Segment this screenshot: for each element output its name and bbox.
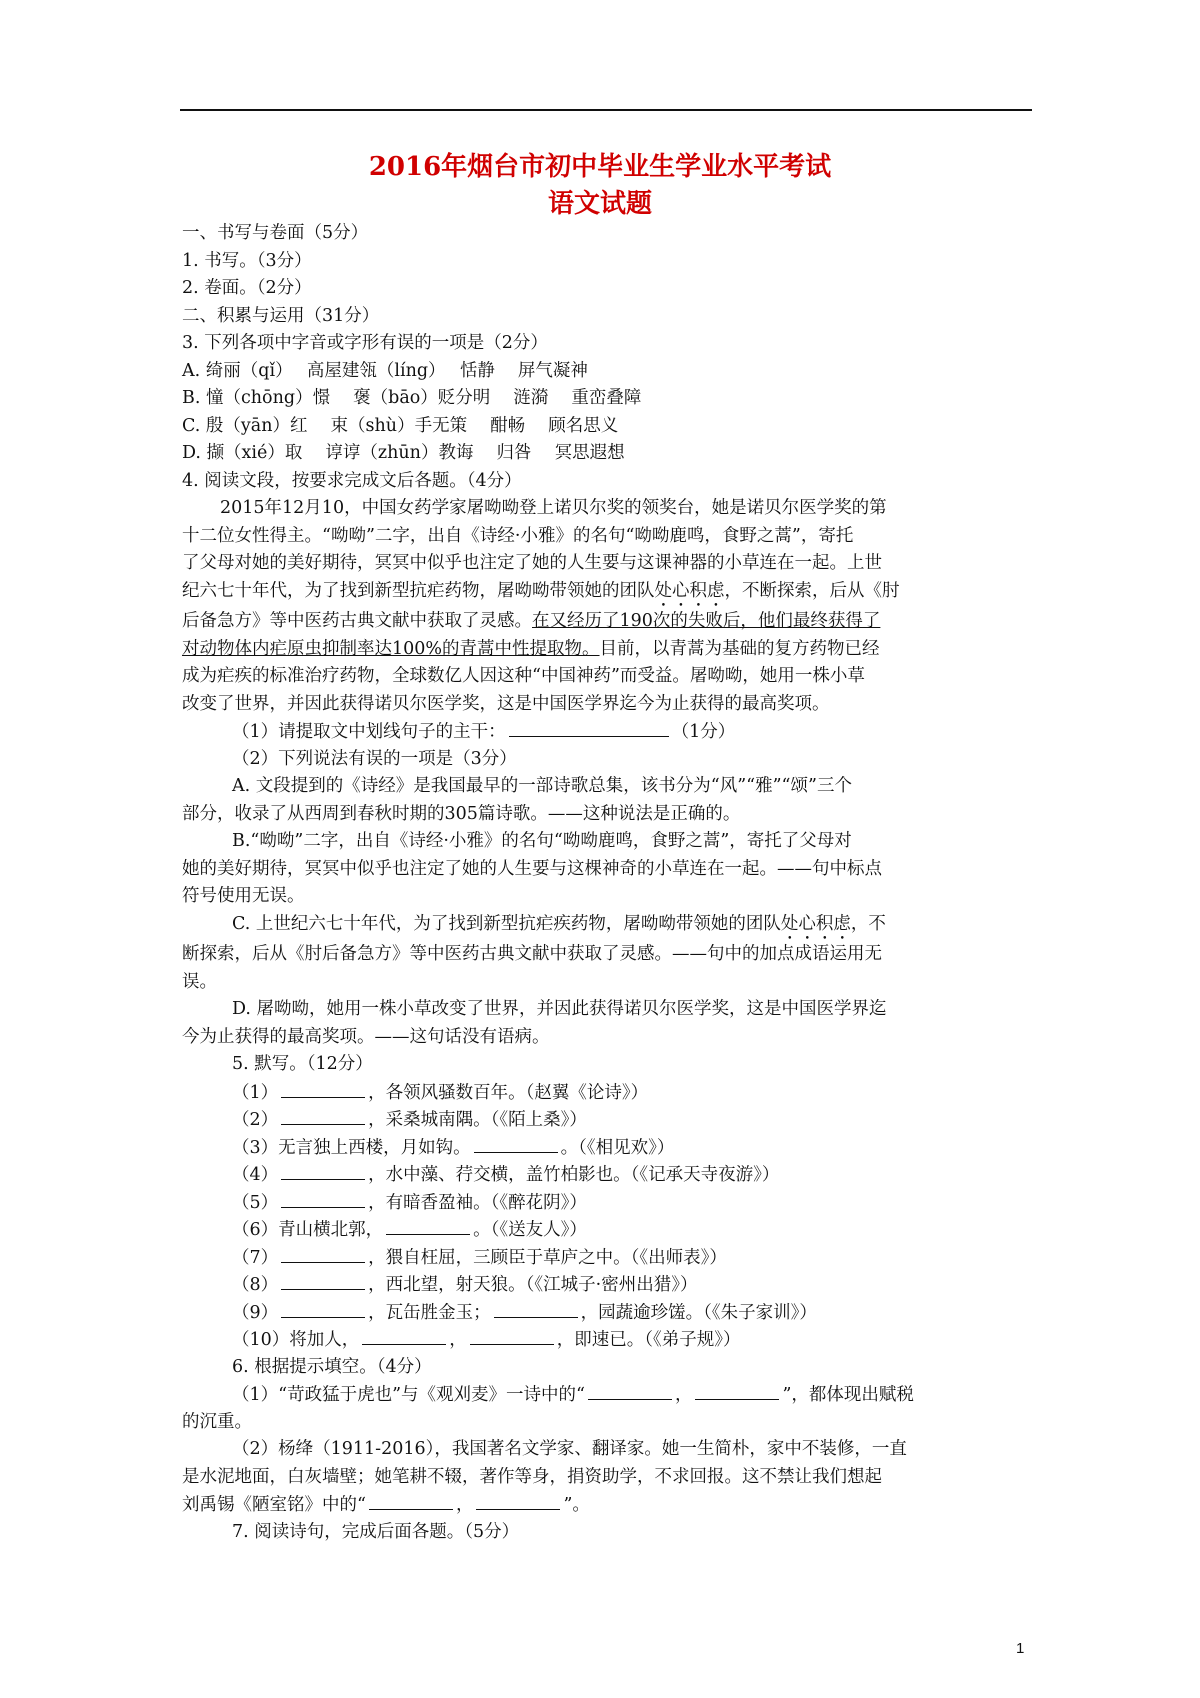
question-1: 1. 书写。（3分） — [182, 250, 312, 271]
passage-line: 十二位女性得主。“呦呦”二字，出自《诗经·小雅》的名句“呦呦鹿鸣，食野之蒿”，寄托 — [182, 525, 854, 546]
option-b-line: 她的美好期待，冥冥中似乎也注定了她的人生要与这棵神奇的小草连在一起。——句中标点 — [182, 858, 882, 879]
section-heading: 一、书写与卷面（5分） — [182, 223, 369, 243]
passage-line: 改变了世界，并因此获得诺贝尔医学奖，这是中国医学界迄今为止获得的最高奖项。 — [182, 693, 830, 714]
answer-blank[interactable] — [474, 1134, 558, 1153]
item-text: ，各领风骚数百年。（赵翼《论诗》） — [368, 1082, 649, 1103]
recitation-item — [182, 1326, 1032, 1354]
passage-line — [182, 578, 1032, 606]
passage-text: 纪六七十年代，为了找到新型抗疟药物，屠呦呦带领她的团队 — [182, 580, 655, 601]
item-text: 。（《送友人》） — [473, 1220, 587, 1240]
q6-sub-1 — [182, 1381, 1032, 1409]
item-number: （9） — [232, 1302, 279, 1323]
item-number: （4） — [232, 1165, 279, 1185]
question-4-stem: 4. 阅读文段，按要求完成文后各题。（4分） — [182, 470, 522, 491]
header-rule — [180, 109, 1032, 111]
item-text: ，采桑城南隅。（《陌上桑》） — [368, 1110, 587, 1130]
item-text: ，即速已。（《弟子规》） — [556, 1330, 741, 1350]
passage-text: 后备急方》等中医药古典文献中获取了灵感。 — [182, 611, 532, 631]
answer-blank[interactable] — [281, 1079, 365, 1098]
recitation-item — [182, 1161, 1032, 1189]
exam-subtitle: 语文试题 — [547, 189, 652, 219]
recitation-item — [182, 1216, 1032, 1244]
answer-blank[interactable] — [509, 718, 669, 737]
recitation-item — [182, 1299, 1032, 1327]
page-number: 1 — [1016, 1640, 1025, 1657]
answer-blank[interactable] — [362, 1326, 446, 1345]
option-d-line: 今为止获得的最高奖项。——这句话没有语病。 — [182, 1026, 550, 1047]
item-text: ， — [449, 1330, 467, 1350]
q6-sub-2-cont — [182, 1491, 1032, 1519]
item-text: ， — [455, 1495, 474, 1515]
recitation-item — [182, 1134, 1032, 1162]
option-b-line: B.“呦呦”二字，出自《诗经·小雅》的名句“呦呦鹿鸣，食野之蒿”，寄托了父母对 — [232, 831, 852, 851]
question-5-stem: 5. 默写。（12分） — [232, 1054, 373, 1074]
passage-line: 2015年12月10，中国女药学家屠呦呦登上诺贝尔奖的领奖台，她是诺贝尔医学奖的第 — [220, 498, 887, 518]
item-number: （1） — [232, 1082, 279, 1103]
answer-blank[interactable] — [476, 1491, 560, 1510]
item-number: （8） — [232, 1275, 279, 1295]
item-number: （5） — [232, 1192, 279, 1213]
option-c-line — [182, 911, 1032, 939]
q6-sub-2: （2）杨绛（1911-2016），我国著名文学家、翻译家。她一生简朴，家中不装修，一直 — [232, 1439, 907, 1459]
q3-option-b: B. 憧（chōng）憬 褒（bāo）贬分明 涟漪 重峦叠障 — [182, 388, 642, 408]
dotted-idiom: 处心积虑 — [780, 913, 851, 934]
answer-blank[interactable] — [281, 1161, 365, 1180]
sub-question-score: （1分） — [671, 722, 736, 742]
q6-sub-2-cont: 是水泥地面，白灰墙壁；她笔耕不辍，著作等身，捐资助学，不求回报。这不禁让我们想起 — [182, 1466, 882, 1487]
answer-blank[interactable] — [386, 1216, 470, 1235]
sub-question-text: （1）请提取文中划线句子的主干： — [232, 722, 506, 742]
question-6-stem: 6. 根据提示填空。（4分） — [232, 1356, 432, 1377]
item-text: （6）青山横北郭， — [232, 1220, 384, 1240]
q3-option-d: D. 撷（xié）取 谆谆（zhūn）教诲 归咎 冥思遐想 — [182, 443, 625, 463]
option-a-line: 部分，收录了从西周到春秋时期的305篇诗歌。——这种说法是正确的。 — [182, 803, 741, 824]
q6-sub-1-cont: 的沉重。 — [182, 1411, 252, 1432]
sub-question-1 — [182, 718, 1032, 746]
answer-blank[interactable] — [281, 1106, 365, 1125]
answer-blank[interactable] — [281, 1244, 365, 1263]
item-text: ，猥自枉屈，三顾臣于草庐之中。（《出师表》） — [368, 1247, 727, 1268]
item-text: ，有暗香盈袖。（《醉花阴》） — [368, 1192, 587, 1213]
item-text: 。（《相见欢》） — [560, 1137, 675, 1158]
q3-option-a: A. 绮丽（qǐ） 高屋建瓴（líng） 恬静 屏气凝神 — [182, 360, 588, 381]
question-7-stem: 7. 阅读诗句，完成后面各题。（5分） — [232, 1521, 520, 1542]
item-text: ”，都体现出赋税 — [782, 1385, 914, 1405]
item-number: （2） — [232, 1110, 279, 1130]
option-text: C. 上世纪六七十年代，为了找到新型抗疟疾药物，屠呦呦带领她的团队 — [232, 913, 781, 934]
passage-line — [182, 636, 1032, 664]
question-2: 2. 卷面。（2分） — [182, 278, 312, 298]
passage-line — [182, 608, 1032, 636]
answer-blank[interactable] — [281, 1271, 365, 1290]
item-number: （7） — [232, 1247, 279, 1268]
underlined-sentence: 对动物体内疟原虫抑制率达100%的青蒿中性提取物。 — [182, 638, 600, 659]
item-text: 刘禹锡《陋室铭》中的“ — [182, 1495, 366, 1515]
item-text: ，园蔬逾珍馐。（《朱子家训》） — [580, 1302, 817, 1323]
answer-blank[interactable] — [281, 1299, 365, 1318]
exam-body — [182, 220, 1032, 1546]
item-text: ，水中藻、荇交横，盖竹柏影也。（《记承天寺夜游》） — [368, 1165, 780, 1185]
option-c-line: 断探索，后从《肘后备急方》等中医药古典文献中获取了灵感。——句中的加点成语运用无 — [182, 944, 882, 964]
recitation-item — [182, 1244, 1032, 1272]
option-a-line: A. 文段提到的《诗经》是我国最早的一部诗歌总集，该书分为“风”“雅”“颂”三个 — [232, 776, 852, 796]
option-b-line: 符号使用无误。 — [182, 886, 305, 906]
passage-text: ，不断探索，后从《肘 — [724, 580, 900, 601]
exam-title: 2016年烟台市初中毕业生学业水平考试 — [368, 152, 832, 182]
item-text: ， — [674, 1385, 693, 1405]
sub-question-2: （2）下列说法有误的一项是（3分） — [232, 748, 517, 769]
item-text: （10）将加人， — [232, 1330, 360, 1350]
answer-blank[interactable] — [588, 1381, 672, 1400]
passage-line: 了父母对她的美好期待，冥冥中似乎也注定了她的人生要与这课神器的小草连在一起。上世 — [182, 553, 882, 573]
section-heading: 二、积累与运用（31分） — [182, 305, 380, 326]
recitation-item — [182, 1271, 1032, 1299]
answer-blank[interactable] — [369, 1491, 453, 1510]
answer-blank[interactable] — [494, 1299, 578, 1318]
recitation-item — [182, 1106, 1032, 1134]
question-3-stem: 3. 下列各项中字音或字形有误的一项是（2分） — [182, 333, 548, 353]
answer-blank[interactable] — [695, 1381, 779, 1400]
answer-blank[interactable] — [281, 1189, 365, 1208]
passage-line: 成为疟疾的标准治疗药物，全球数亿人因这种“中国神药”而受益。屠呦呦，她用一株小草 — [182, 666, 865, 686]
passage-text: 目前，以青蒿为基础的复方药物已经 — [599, 638, 880, 659]
recitation-item — [182, 1189, 1032, 1217]
item-text: （3）无言独上西楼，月如钩。 — [232, 1137, 471, 1158]
option-d-line: D. 屠呦呦，她用一株小草改变了世界，并因此获得诺贝尔医学奖，这是中国医学界迄 — [232, 999, 887, 1019]
q3-option-c: C. 殷（yān）红 束（shù）手无策 酣畅 顾名思义 — [182, 415, 619, 436]
item-text: ，西北望，射天狼。（《江城子·密州出猎》） — [368, 1275, 698, 1295]
underlined-sentence: 在又经历了190次的失败后，他们最终获得了 — [532, 611, 881, 631]
item-text: ”。 — [563, 1495, 590, 1515]
option-text: ，不 — [850, 913, 886, 934]
option-c-line: 误。 — [182, 971, 217, 992]
answer-blank[interactable] — [470, 1326, 554, 1345]
item-text: ，瓦缶胜金玉； — [368, 1302, 491, 1323]
item-text: （1）“苛政猛于虎也”与《观刈麦》一诗中的“ — [232, 1385, 585, 1405]
dotted-idiom: 处心积虑 — [654, 580, 725, 601]
recitation-item — [182, 1079, 1032, 1107]
